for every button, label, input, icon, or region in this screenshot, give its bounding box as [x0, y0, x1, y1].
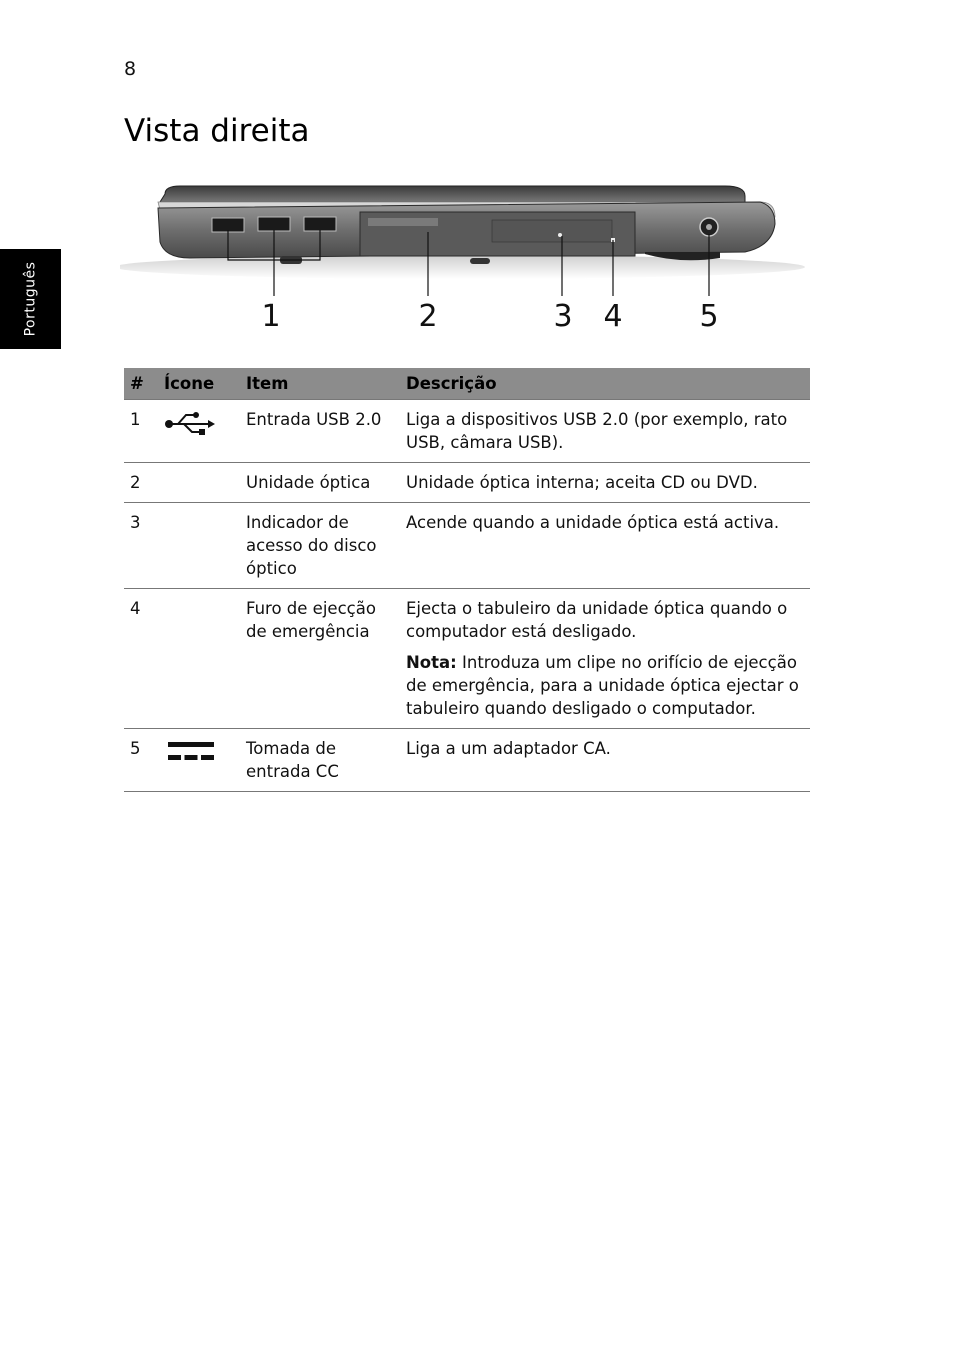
language-tab-label: Português: [22, 261, 39, 337]
callout-3: 3: [553, 299, 573, 334]
row-description: Liga a dispositivos USB 2.0 (por exemplo, rato USB, câmara USB).: [400, 400, 810, 463]
row-item: Unidade óptica: [240, 463, 400, 503]
language-tab: [0, 249, 61, 349]
row-number: 5: [124, 729, 158, 792]
row-description: Ejecta o tabuleiro da unidade óptica quando o computador está desligado.: [406, 599, 788, 641]
callout-5: 5: [699, 299, 719, 334]
header-item: Item: [240, 368, 400, 400]
table-row: [124, 463, 810, 503]
laptop-right-side-illustration: [120, 172, 820, 342]
laptop-right-side-figure: [120, 172, 820, 342]
row-number: 4: [124, 589, 158, 729]
header-icon: Ícone: [158, 368, 240, 400]
row-description-cell: [400, 589, 810, 729]
row-icon-cell: [158, 729, 240, 792]
dc-power-icon: [164, 739, 216, 765]
row-item: Furo de ejecção de emergência: [240, 589, 400, 729]
callout-4: 4: [603, 299, 623, 334]
header-num: #: [124, 368, 158, 400]
table-row: [124, 400, 810, 463]
ports-table: [124, 368, 810, 792]
row-item: Tomada de entrada CC: [240, 729, 400, 792]
row-item: Entrada USB 2.0: [240, 400, 400, 463]
callout-2: 2: [418, 299, 438, 334]
row-number: 2: [124, 463, 158, 503]
row-number: 1: [124, 400, 158, 463]
header-description: Descrição: [400, 368, 810, 400]
callout-1: 1: [261, 299, 281, 334]
row-description: Unidade óptica interna; aceita CD ou DVD.: [400, 463, 810, 503]
note-label: Nota:: [406, 653, 457, 672]
row-description: Liga a um adaptador CA.: [400, 729, 810, 792]
note: [406, 651, 804, 720]
row-icon-cell: [158, 400, 240, 463]
table-header-row: [124, 368, 810, 400]
usb-icon: [164, 410, 216, 436]
table-row: [124, 729, 810, 792]
row-item: Indicador de acesso do disco óptico: [240, 503, 400, 589]
row-icon-cell: [158, 463, 240, 503]
row-icon-cell: [158, 589, 240, 729]
table-row: [124, 589, 810, 729]
table-row: [124, 503, 810, 589]
row-number: 3: [124, 503, 158, 589]
note-text: Introduza um clipe no orifício de ejecção de emergência, para a unidade óptica ejectar o tabuleiro quando desligado o computador.: [406, 653, 799, 718]
section-title: Vista direita: [124, 113, 310, 149]
row-icon-cell: [158, 503, 240, 589]
row-description: Acende quando a unidade óptica está activa.: [400, 503, 810, 589]
page-number: 8: [124, 58, 137, 80]
